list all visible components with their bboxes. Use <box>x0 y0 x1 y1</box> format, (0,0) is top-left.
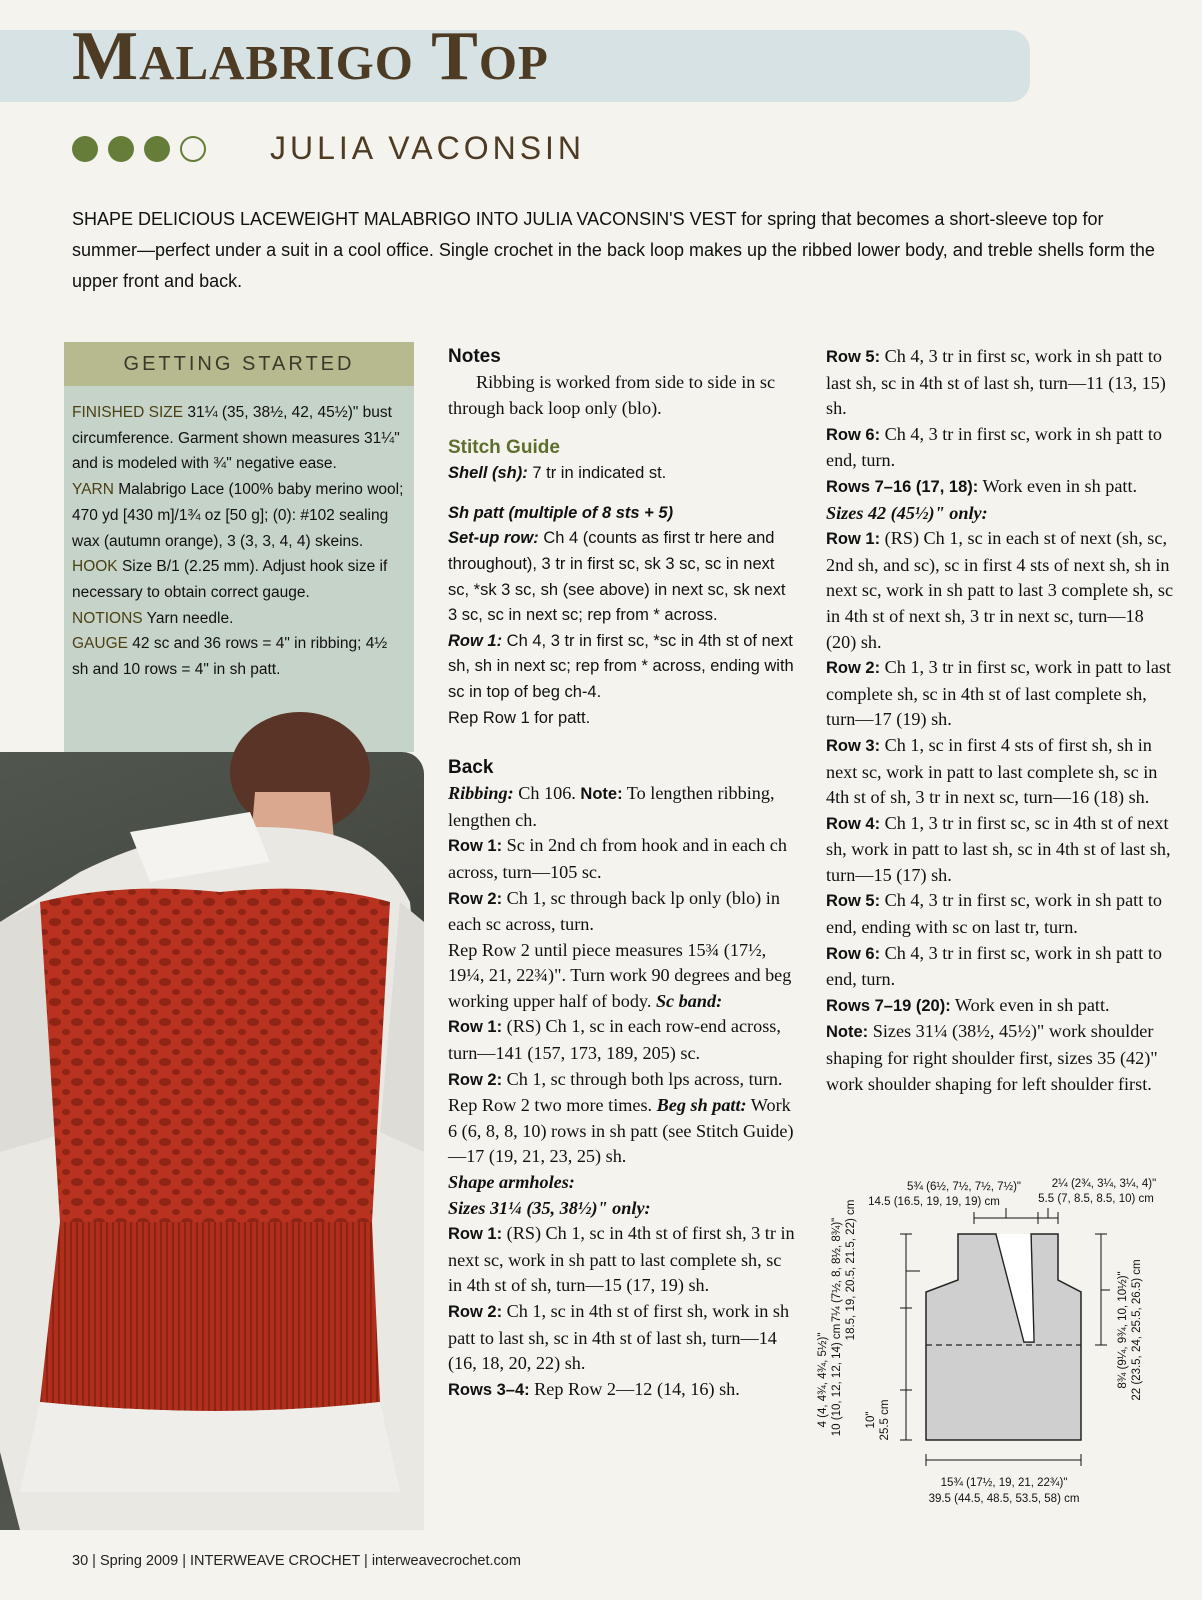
shoulder-note: Note: Sizes 31¼ (38½, 45½)" work shoulder shaping for right shoulder first, sizes 35 (42)" work shoulder shaping for left shoulder first. <box>826 1021 1158 1094</box>
side-height-cm: 22 (23.5, 24, 25.5, 26.5) cm <box>1131 1259 1143 1401</box>
back-row-1: Row 1: Sc in 2nd ch from hook and in each ch across, turn—105 sc. <box>448 835 787 882</box>
instructions-column-2 <box>448 344 796 1403</box>
upper-height-inches: 7¼ (7½, 8, 8½, 8¾)" <box>831 1217 843 1323</box>
skill-dot-empty-icon <box>180 136 206 162</box>
upper-height-cm: 18.5, 19, 20.5, 21.5, 22) cm <box>845 1199 857 1341</box>
spec-text: Size B/1 (2.25 mm). Adjust hook size if necessary to obtain correct gauge. <box>72 558 388 601</box>
notes-heading: Notes <box>448 346 501 367</box>
sizes-rows-7-19: Rows 7–19 (20): Work even in sh patt. <box>826 994 1110 1015</box>
shoulder-width-cm: 5.5 (7, 8.5, 8.5, 10) cm <box>1038 1193 1154 1205</box>
rows-7-16: Rows 7–16 (17, 18): Work even in sh patt. <box>826 475 1138 496</box>
instructions-column-3 <box>826 344 1176 1097</box>
back-repeat: Rep Row 2 until piece measures 15¾ (17½, 19¼, 21, 22¾)". Turn work 90 degrees and beg working upper half of body. Sc band: <box>448 939 792 1011</box>
spec-key: HOOK <box>72 558 118 576</box>
sizes-row-2: Row 2: Ch 1, 3 tr in first sc, work in patt to last complete sh, sc in 4th st of last complete sh, turn—17 (19) sh. <box>826 657 1172 730</box>
spec-item <box>72 477 406 554</box>
sizes-row-3: Row 3: Ch 1, sc in first 4 sts of first sh, sh in next sc, work in patt to last complete sh, sc in 4th st of sh, 3 tr in next sc, turn—16 (18) sh. <box>826 734 1158 808</box>
getting-started-heading: GETTING STARTED <box>64 342 414 386</box>
side-height-inches: 8¾ (9¼, 9¾, 10, 10½)" <box>1117 1271 1129 1389</box>
lower-height-cm: 25.5 cm <box>879 1399 891 1441</box>
spec-key: NOTIONS <box>72 609 143 627</box>
sizes-row-1: Row 1: (RS) Ch 1, sc in each st of next (sh, sc, 2nd sh, and sc), sc in first 4 sts of next sh, sh in next sc, work in sh patt to last 3 complete sh, sc in 4th st of next sh, 3 tr in next sc, turn—18 (20) sh. <box>826 528 1174 652</box>
scband-row-2: Row 2: Ch 1, sc through both lps across, turn. <box>448 1068 783 1089</box>
armhole-rows-3-4: Rows 3–4: Rep Row 2—12 (14, 16) sh. <box>448 1378 740 1399</box>
sizes-row-5: Row 5: Ch 4, 3 tr in first sc, work in sh patt to end, ending with sc on last tr, turn. <box>826 890 1162 938</box>
stitch-guide-heading: Stitch Guide <box>448 437 560 459</box>
patt-row-1: Row 1: Ch 4, 3 tr in first sc, *sc in 4th st of next sh, sh in next sc; rep from * across, ending with sc in top of beg ch-4. <box>448 631 794 701</box>
vest-illustration <box>0 752 424 1530</box>
page-title: Malabrigo Top <box>72 18 549 95</box>
row-5: Row 5: Ch 4, 3 tr in first sc, work in sh patt to last sh, sc in 4th st of last sh, turn—11 (13, 15) sh. <box>826 346 1166 419</box>
setup-row: Set-up row: Ch 4 (counts as first tr here and throughout), 3 tr in first sc, sk 3 sc, sc in next sc, *sk 3 sc, sh (see above) in next sc, sk next 3 sc, sc in next sc; rep from * across. <box>448 529 786 625</box>
sizes-row-6: Row 6: Ch 4, 3 tr in first sc, work in sh patt to end, turn. <box>826 942 1162 990</box>
shell-definition: Shell (sh): 7 tr in indicated st. <box>448 464 667 483</box>
sizes-heading: Sizes 31¼ (35, 38½)" only: <box>448 1197 651 1218</box>
sh-patt-heading: Sh patt (multiple of 8 sts + 5) <box>448 503 674 522</box>
page-number: 30 <box>72 1553 89 1569</box>
neck-width-inches: 5¾ (6½, 7½, 7½, 7½)" <box>906 1181 1022 1193</box>
bottom-width-cm: 39.5 (44.5, 48.5, 53.5, 58) cm <box>928 1493 1080 1505</box>
scband-repeat: Rep Row 2 two more times. Beg sh patt: Work 6 (6, 8, 8, 10) rows in sh patt (see Stitch Guide)—17 (19, 21, 23, 25) sh. <box>448 1095 794 1167</box>
model-photo <box>0 752 424 1530</box>
intro-paragraph <box>72 204 1162 297</box>
shoulder-width-inches: 2¼ (2¾, 3¼, 3¼, 4)" <box>1051 1178 1157 1190</box>
lower-height-inches: 10" <box>865 1411 877 1429</box>
designer-name: JULIA VACONSIN <box>270 130 586 166</box>
neck-width-cm: 14.5 (16.5, 19, 19, 19) cm <box>868 1196 1000 1208</box>
sizes-42-heading: Sizes 42 (45½)" only: <box>826 502 988 523</box>
armhole-row-1: Row 1: (RS) Ch 1, sc in 4th st of first sh, 3 tr in next sc, work in sh patt to last complete sh, sc in 4th st of sh, turn—15 (17, 19) sh. <box>448 1223 795 1296</box>
spec-item <box>72 400 406 477</box>
skill-dot-filled-icon <box>144 136 170 162</box>
magazine-url: interweavecrochet.com <box>371 1553 521 1569</box>
spec-text: Malabrigo Lace (100% baby merino wool; 470 yd [430 m]/1¾ oz [50 g]; (0): #102 sealing wax (autumn orange), 3 (3, 3, 4, 4) skeins. <box>72 481 404 550</box>
back-heading: Back <box>448 757 494 779</box>
page-footer: 30 | Spring 2009 | INTERWEAVE CROCHET | interweavecrochet.com <box>72 1553 521 1569</box>
skill-dot-filled-icon <box>108 136 134 162</box>
vest-schematic <box>817 1170 1186 1550</box>
row-6: Row 6: Ch 4, 3 tr in first sc, work in sh patt to end, turn. <box>826 423 1162 471</box>
ribbing-text: Ribbing: Ch 106. Note: To lengthen ribbing, lengthen ch. <box>448 783 775 830</box>
spec-item <box>72 606 406 632</box>
spec-key: YARN <box>72 481 114 499</box>
getting-started-box <box>64 342 414 752</box>
back-row-2: Row 2: Ch 1, sc through back lp only (blo) in each sc across, turn. <box>448 887 780 935</box>
shape-armholes-heading: Shape armholes: <box>448 1172 575 1193</box>
magazine-name: INTERWEAVE CROCHET <box>190 1553 360 1569</box>
spec-key: FINISHED SIZE <box>72 404 184 421</box>
issue-date: Spring 2009 <box>99 1553 179 1569</box>
spec-item <box>72 631 406 682</box>
spec-item <box>72 554 406 605</box>
armhole-depth-inches: 4 (4, 4¾, 4¾, 5½)" <box>817 1332 829 1428</box>
intro-lead: SHAPE DELICIOUS LACEWEIGHT MALABRIGO INTO JULIA VACONSIN'S VEST <box>72 209 737 229</box>
armhole-row-2: Row 2: Ch 1, sc in 4th st of first sh, work in sh patt to last sh, sc in 4th st of last sh, turn—14 (16, 18, 20, 22) sh. <box>448 1301 790 1374</box>
skill-dot-filled-icon <box>72 136 98 162</box>
spec-text: 42 sc and 36 rows = 4" in ribbing; 4½ sh and 10 rows = 4" in sh patt. <box>72 635 388 679</box>
skill-level-dots <box>72 136 206 162</box>
patt-repeat: Rep Row 1 for patt. <box>448 708 591 727</box>
spec-text: Yarn needle. <box>142 609 234 627</box>
spec-key: GAUGE <box>72 635 128 653</box>
sizes-row-4: Row 4: Ch 1, 3 tr in first sc, sc in 4th st of next sh, work in patt to last sh, sc in 4th st of last sh, turn—15 (17) sh. <box>826 812 1171 885</box>
scband-row-1: Row 1: (RS) Ch 1, sc in each row-end across, turn—141 (157, 173, 189, 205) sc. <box>448 1016 781 1064</box>
armhole-depth-cm: 10 (10, 12, 12, 14) cm <box>831 1323 843 1437</box>
notes-text: Ribbing is worked from side to side in sc through back loop only (blo). <box>448 372 776 418</box>
spec-text: 31¼ (35, 38½, 42, 45½)" bust circumference. Garment shown measures 31¼" and is modeled with ¾" negative ease. <box>72 404 400 473</box>
intro-rest: for spring that becomes a short-sleeve top for summer—perfect under a suit in a cool office. Single crochet in the back loop makes up the ribbed lower body, and treble shells form the upper front and back. <box>72 209 1155 291</box>
getting-started-body <box>64 386 414 683</box>
bottom-width-inches: 15¾ (17½, 19, 21, 22¾)" <box>940 1477 1068 1489</box>
